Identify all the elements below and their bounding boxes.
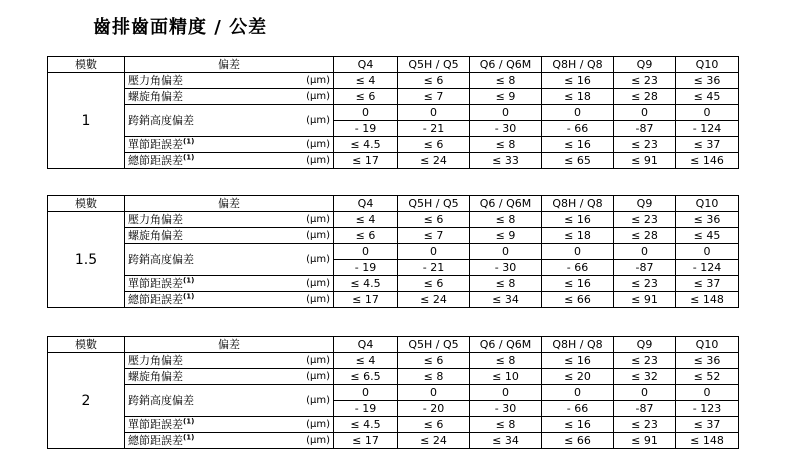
table-cell: ≤ 34 <box>470 292 542 308</box>
table-cell: ≤ 16 <box>542 212 614 228</box>
deviation-header: 偏差 <box>125 196 334 212</box>
table-header-row <box>48 337 739 353</box>
module-value: 2 <box>48 353 125 449</box>
table-cell: ≤ 91 <box>614 433 676 449</box>
tolerance-table-module-1-5 <box>47 195 739 308</box>
table-cell: ≤ 23 <box>614 137 676 153</box>
param-label: 螺旋角偏差 <box>125 89 286 105</box>
table-cell: ≤ 8 <box>398 369 470 385</box>
table-cell: ≤ 6 <box>398 276 470 292</box>
table-cell: ≤ 6 <box>398 73 470 89</box>
tolerance-table-module-2 <box>47 336 739 449</box>
unit-label: (μm) <box>286 385 334 417</box>
table-cell: ≤ 66 <box>542 433 614 449</box>
table-cell: 0 <box>470 385 542 401</box>
table-cell: ≤ 37 <box>676 137 739 153</box>
table-cell: - 66 <box>542 260 614 276</box>
table-cell: ≤ 28 <box>614 228 676 244</box>
tolerance-table-module-1 <box>47 56 739 169</box>
grade-header: Q9 <box>614 196 676 212</box>
table-cell: 0 <box>614 385 676 401</box>
param-text: 單節距誤差 <box>128 276 183 290</box>
param-label <box>125 153 286 169</box>
table-cell: ≤ 18 <box>542 228 614 244</box>
grade-header: Q10 <box>676 337 739 353</box>
table-cell: ≤ 10 <box>470 369 542 385</box>
table-row <box>48 244 739 260</box>
table-row <box>48 89 739 105</box>
unit-label: (μm) <box>286 417 334 433</box>
table-cell: ≤ 4 <box>334 212 398 228</box>
table-cell: ≤ 16 <box>542 276 614 292</box>
deviation-header: 偏差 <box>125 57 334 73</box>
table-cell: - 19 <box>334 401 398 417</box>
table-cell: ≤ 91 <box>614 153 676 169</box>
table-cell: ≤ 16 <box>542 137 614 153</box>
table-cell: ≤ 148 <box>676 433 739 449</box>
table-cell: ≤ 6.5 <box>334 369 398 385</box>
unit-label: (μm) <box>286 369 334 385</box>
table-row <box>48 153 739 169</box>
table-cell: ≤ 66 <box>542 292 614 308</box>
table-cell: 0 <box>398 385 470 401</box>
module-value: 1 <box>48 73 125 169</box>
footnote-mark: (1) <box>183 136 195 145</box>
table-cell: ≤ 9 <box>470 228 542 244</box>
table-cell: ≤ 34 <box>470 433 542 449</box>
table-cell: - 124 <box>676 121 739 137</box>
table-cell: ≤ 37 <box>676 276 739 292</box>
table-row <box>48 105 739 121</box>
table-cell: 0 <box>614 244 676 260</box>
param-label: 壓力角偏差 <box>125 73 286 89</box>
grade-header: Q5H / Q5 <box>398 57 470 73</box>
unit-label: (μm) <box>286 153 334 169</box>
grade-header: Q6 / Q6M <box>470 57 542 73</box>
unit-label: (μm) <box>286 105 334 137</box>
page-title: 齒排齒面精度 / 公差 <box>93 17 268 38</box>
table-cell: ≤ 17 <box>334 433 398 449</box>
unit-label: (μm) <box>286 353 334 369</box>
table-cell: - 30 <box>470 260 542 276</box>
table-cell: 0 <box>542 385 614 401</box>
table-cell: ≤ 23 <box>614 417 676 433</box>
table-cell: ≤ 36 <box>676 353 739 369</box>
param-label: 壓力角偏差 <box>125 212 286 228</box>
grade-header: Q9 <box>614 57 676 73</box>
table-cell: ≤ 24 <box>398 153 470 169</box>
table-cell: ≤ 8 <box>470 417 542 433</box>
table-cell: ≤ 146 <box>676 153 739 169</box>
table-cell: 0 <box>398 244 470 260</box>
grade-header: Q8H / Q8 <box>542 337 614 353</box>
footnote-mark: (1) <box>183 291 195 300</box>
footnote-mark: (1) <box>183 432 195 441</box>
table-cell: ≤ 6 <box>334 228 398 244</box>
table-cell: ≤ 8 <box>470 73 542 89</box>
table-row <box>48 276 739 292</box>
table-cell: ≤ 23 <box>614 212 676 228</box>
table-cell: ≤ 4 <box>334 73 398 89</box>
table-cell: ≤ 24 <box>398 433 470 449</box>
table-row <box>48 73 739 89</box>
table-cell: 0 <box>676 105 739 121</box>
table-cell: -87 <box>614 121 676 137</box>
table-cell: ≤ 17 <box>334 292 398 308</box>
table-cell: ≤ 8 <box>470 137 542 153</box>
param-label <box>125 417 286 433</box>
grade-header: Q8H / Q8 <box>542 196 614 212</box>
grade-header: Q4 <box>334 337 398 353</box>
param-label <box>125 276 286 292</box>
table-cell: - 124 <box>676 260 739 276</box>
grade-header: Q4 <box>334 57 398 73</box>
param-text: 單節距誤差 <box>128 137 183 151</box>
grade-header: Q4 <box>334 196 398 212</box>
table-cell: ≤ 7 <box>398 228 470 244</box>
table-cell: ≤ 7 <box>398 89 470 105</box>
table-cell: ≤ 33 <box>470 153 542 169</box>
table-cell: - 21 <box>398 260 470 276</box>
table-cell: - 19 <box>334 260 398 276</box>
table-cell: - 30 <box>470 401 542 417</box>
param-text: 總節距誤差 <box>128 153 183 167</box>
table-row <box>48 292 739 308</box>
unit-label: (μm) <box>286 212 334 228</box>
table-cell: - 20 <box>398 401 470 417</box>
param-label: 壓力角偏差 <box>125 353 286 369</box>
footnote-mark: (1) <box>183 416 195 425</box>
table-row <box>48 137 739 153</box>
table-cell: ≤ 91 <box>614 292 676 308</box>
table-cell: - 21 <box>398 121 470 137</box>
table-row <box>48 433 739 449</box>
table-cell: ≤ 28 <box>614 89 676 105</box>
table-cell: ≤ 4 <box>334 353 398 369</box>
table-cell: 0 <box>334 105 398 121</box>
unit-label: (μm) <box>286 137 334 153</box>
table-cell: ≤ 6 <box>398 417 470 433</box>
table-cell: ≤ 8 <box>470 353 542 369</box>
table-cell: ≤ 24 <box>398 292 470 308</box>
table-cell: 0 <box>398 105 470 121</box>
table-cell: ≤ 4.5 <box>334 276 398 292</box>
table-cell: ≤ 65 <box>542 153 614 169</box>
table-cell: 0 <box>334 385 398 401</box>
param-text: 總節距誤差 <box>128 292 183 306</box>
table-row <box>48 228 739 244</box>
param-label: 跨銷高度偏差 <box>125 244 286 276</box>
table-row <box>48 385 739 401</box>
table-cell: ≤ 52 <box>676 369 739 385</box>
table-cell: -87 <box>614 401 676 417</box>
unit-label: (μm) <box>286 228 334 244</box>
module-header: 模數 <box>48 337 125 353</box>
unit-label: (μm) <box>286 276 334 292</box>
param-label: 跨銷高度偏差 <box>125 105 286 137</box>
table-cell: ≤ 45 <box>676 228 739 244</box>
table-cell: ≤ 45 <box>676 89 739 105</box>
table-cell: ≤ 17 <box>334 153 398 169</box>
table-cell: ≤ 37 <box>676 417 739 433</box>
table-cell: ≤ 6 <box>398 137 470 153</box>
unit-label: (μm) <box>286 433 334 449</box>
param-label <box>125 433 286 449</box>
table-cell: ≤ 8 <box>470 276 542 292</box>
table-cell: ≤ 8 <box>470 212 542 228</box>
table-cell: 0 <box>676 385 739 401</box>
table-cell: - 66 <box>542 121 614 137</box>
table-header-row <box>48 57 739 73</box>
table-cell: - 19 <box>334 121 398 137</box>
table-cell: ≤ 16 <box>542 417 614 433</box>
unit-label: (μm) <box>286 292 334 308</box>
grade-header: Q9 <box>614 337 676 353</box>
table-cell: - 123 <box>676 401 739 417</box>
table-cell: 0 <box>614 105 676 121</box>
param-text: 單節距誤差 <box>128 417 183 431</box>
grade-header: Q6 / Q6M <box>470 196 542 212</box>
unit-label: (μm) <box>286 244 334 276</box>
param-label: 跨銷高度偏差 <box>125 385 286 417</box>
grade-header: Q10 <box>676 196 739 212</box>
grade-header: Q5H / Q5 <box>398 337 470 353</box>
unit-label: (μm) <box>286 89 334 105</box>
table-cell: - 66 <box>542 401 614 417</box>
grade-header: Q10 <box>676 57 739 73</box>
table-cell: ≤ 9 <box>470 89 542 105</box>
table-cell: ≤ 148 <box>676 292 739 308</box>
grade-header: Q8H / Q8 <box>542 57 614 73</box>
table-cell: ≤ 23 <box>614 73 676 89</box>
table-row <box>48 417 739 433</box>
table-cell: 0 <box>542 244 614 260</box>
table-row <box>48 353 739 369</box>
param-label <box>125 292 286 308</box>
table-cell: ≤ 16 <box>542 73 614 89</box>
table-cell: 0 <box>334 244 398 260</box>
table-cell: 0 <box>676 244 739 260</box>
footnote-mark: (1) <box>183 152 195 161</box>
table-cell: ≤ 32 <box>614 369 676 385</box>
grade-header: Q5H / Q5 <box>398 196 470 212</box>
param-text: 總節距誤差 <box>128 433 183 447</box>
table-cell: ≤ 6 <box>398 353 470 369</box>
table-cell: ≤ 23 <box>614 353 676 369</box>
param-label: 螺旋角偏差 <box>125 228 286 244</box>
table-cell: ≤ 4.5 <box>334 417 398 433</box>
table-cell: -87 <box>614 260 676 276</box>
table-cell: ≤ 16 <box>542 353 614 369</box>
param-label <box>125 137 286 153</box>
table-cell: ≤ 23 <box>614 276 676 292</box>
footnote-mark: (1) <box>183 275 195 284</box>
table-cell: ≤ 6 <box>398 212 470 228</box>
table-cell: ≤ 6 <box>334 89 398 105</box>
module-header: 模數 <box>48 196 125 212</box>
table-row <box>48 212 739 228</box>
param-label: 螺旋角偏差 <box>125 369 286 385</box>
table-cell: 0 <box>470 244 542 260</box>
module-header: 模數 <box>48 57 125 73</box>
table-row <box>48 369 739 385</box>
table-cell: 0 <box>542 105 614 121</box>
table-cell: ≤ 36 <box>676 73 739 89</box>
table-cell: ≤ 20 <box>542 369 614 385</box>
table-header-row <box>48 196 739 212</box>
table-cell: ≤ 4.5 <box>334 137 398 153</box>
table-cell: - 30 <box>470 121 542 137</box>
table-cell: 0 <box>470 105 542 121</box>
grade-header: Q6 / Q6M <box>470 337 542 353</box>
deviation-header: 偏差 <box>125 337 334 353</box>
unit-label: (μm) <box>286 73 334 89</box>
table-cell: ≤ 36 <box>676 212 739 228</box>
table-cell: ≤ 18 <box>542 89 614 105</box>
module-value: 1.5 <box>48 212 125 308</box>
